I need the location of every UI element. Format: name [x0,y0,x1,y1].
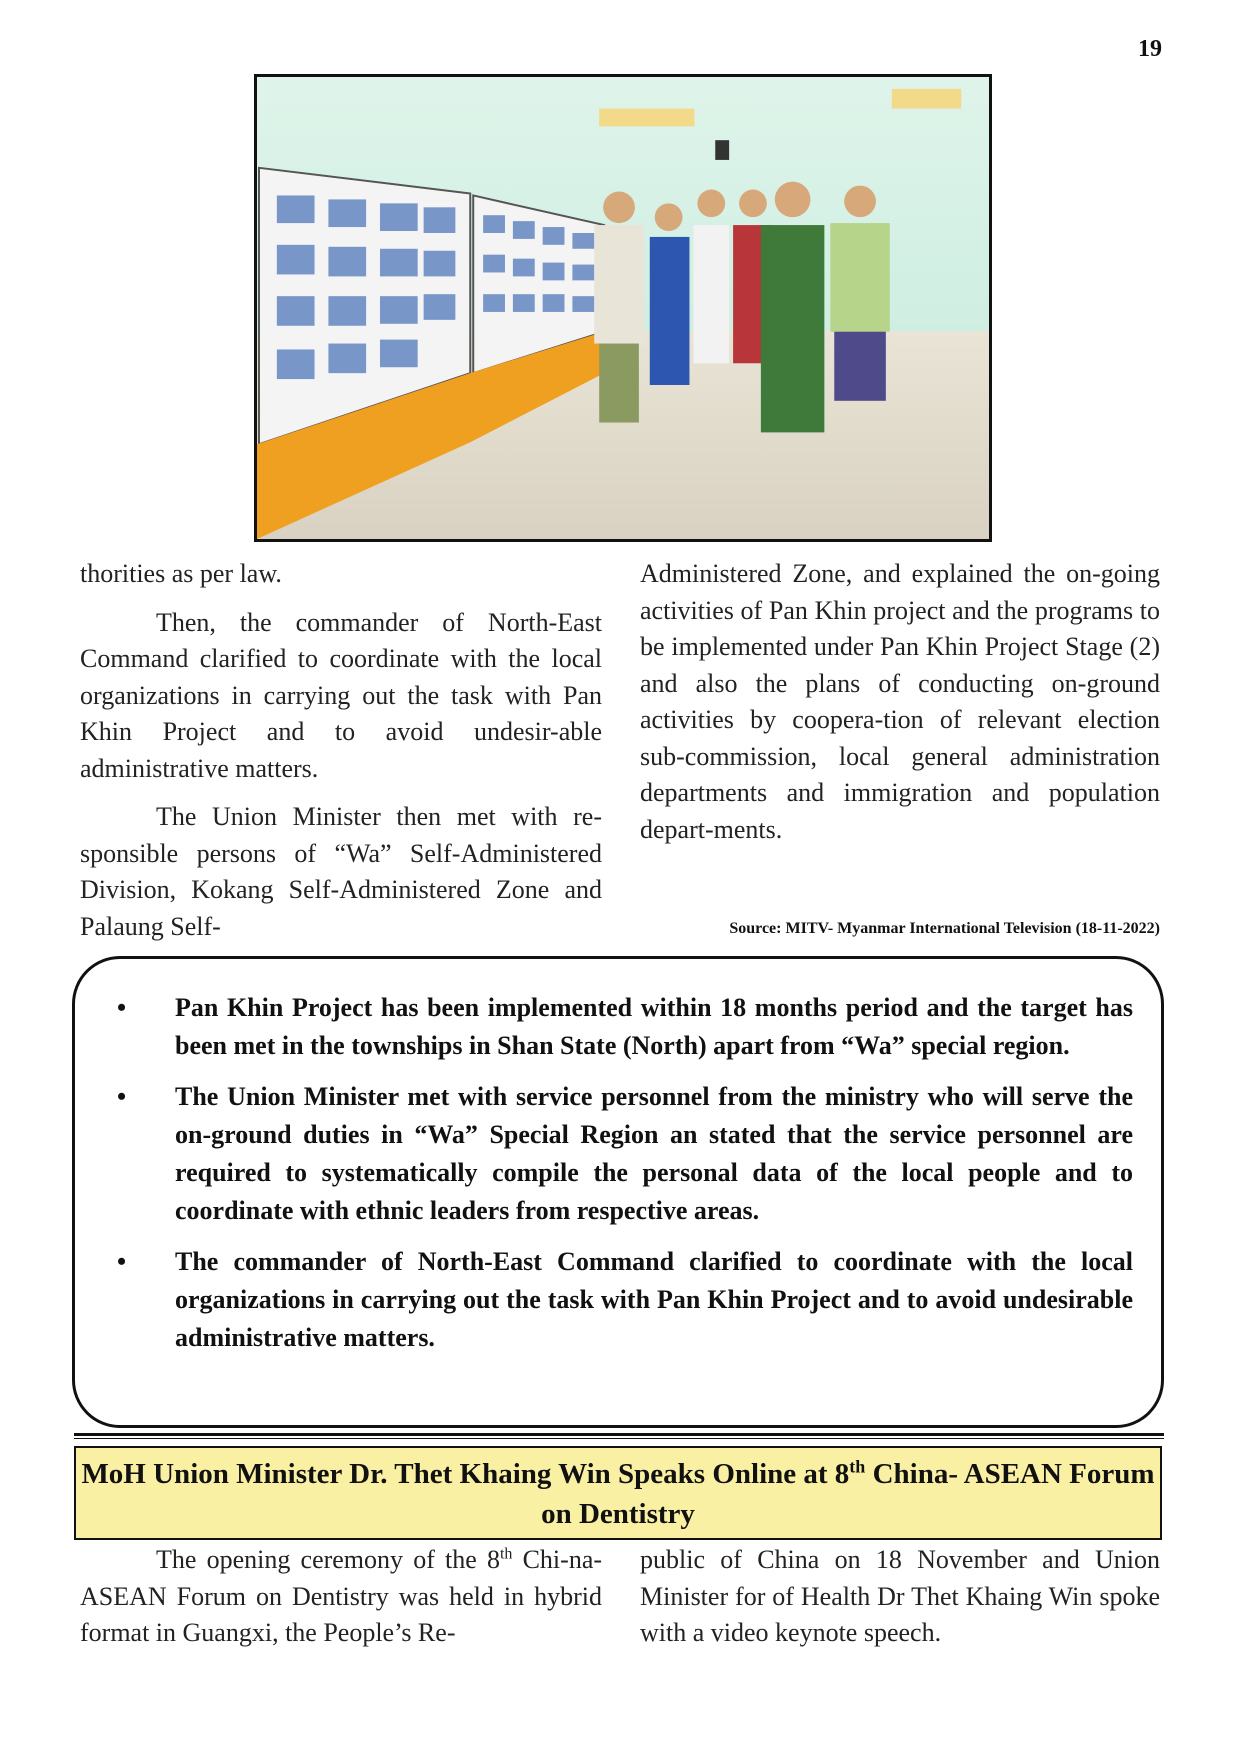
paragraph: Administered Zone, and explained the on-going activities of Pan Khin project and the programs to be implemented under Pan Khin Project Stage (2) and also the plans of conducting on-ground activities by coopera-tion of relevant election sub-commission, local general administration departments and immigration and population depart-ments. [640,559,1160,844]
ceiling-light [599,109,694,127]
article-headline [74,1446,1162,1540]
summary-item [117,989,1133,1065]
article-left-column [80,556,602,945]
summary-list [117,989,1133,1357]
speaker-icon [715,140,729,160]
photo-illustration [257,77,989,539]
headline-text-end: China- ASEAN Forum on Dentistry [541,1458,1155,1530]
headline-text: MoH Union Minister Dr. Thet Khaing Win Speaks Online at 8 [81,1458,850,1490]
people-group [594,182,890,433]
paragraph: public of China on 18 November and Union Minister for of Health Dr Thet Khaing Win spoke with a video keynote speech. [640,1545,1160,1647]
bullet-icon: • [117,1247,127,1276]
summary-item [117,1243,1133,1357]
summary-item-text: The Union Minister met with service personnel from the ministry who will serve the on-ground duties in “Wa” Special Region an stated that the service personnel are required to systematically compile the personal data of the local people and to coordinate with ethnic leaders from respective areas. [175,1082,1133,1225]
paragraph: thorities as per law. [80,559,282,588]
summary-item [117,1078,1133,1230]
summary-box [72,956,1164,1428]
source-citation: Source: MITV- Myanmar International Television (18-11-2022) [729,920,1160,937]
paragraph-text: The opening ceremony of the 8 [156,1545,500,1574]
page-number: 19 [1138,36,1162,62]
paragraph: Then, the commander of North-East Command clarified to coordinate with the local organizations in carrying out the task with Pan Khin Project and to avoid undesir-able administrative matters. [80,607,602,783]
bullet-icon: • [117,1082,127,1111]
bullet-icon: • [117,993,127,1022]
article-right-column [640,556,1160,848]
summary-item-text: The commander of North-East Command clarified to coordinate with the local organizations in carrying out the task with Pan Khin Project and to avoid undesirable administrative matters. [175,1247,1133,1352]
ceiling-light [892,89,961,109]
headline-superscript: th [849,1456,866,1477]
superscript: th [499,1545,513,1563]
paragraph-text-end: Chi-na-ASEAN Forum on Dentistry was held in hybrid format in Guangxi, the People’s Re- [80,1545,603,1647]
article2-right-column [640,1542,1160,1652]
divider [74,1438,1164,1439]
divider [74,1433,1164,1436]
paragraph [80,1542,602,1652]
article2-left-column [80,1542,602,1652]
exhibition-photo [254,74,992,542]
paragraph: The Union Minister then met with re-sponsible persons of “Wa” Self-Administered Division, Kokang Self-Administered Zone and Palaung Self- [80,802,602,941]
summary-item-text: Pan Khin Project has been implemented within 18 months period and the target has been met in the townships in Shan State (North) apart from “Wa” special region. [175,993,1133,1060]
